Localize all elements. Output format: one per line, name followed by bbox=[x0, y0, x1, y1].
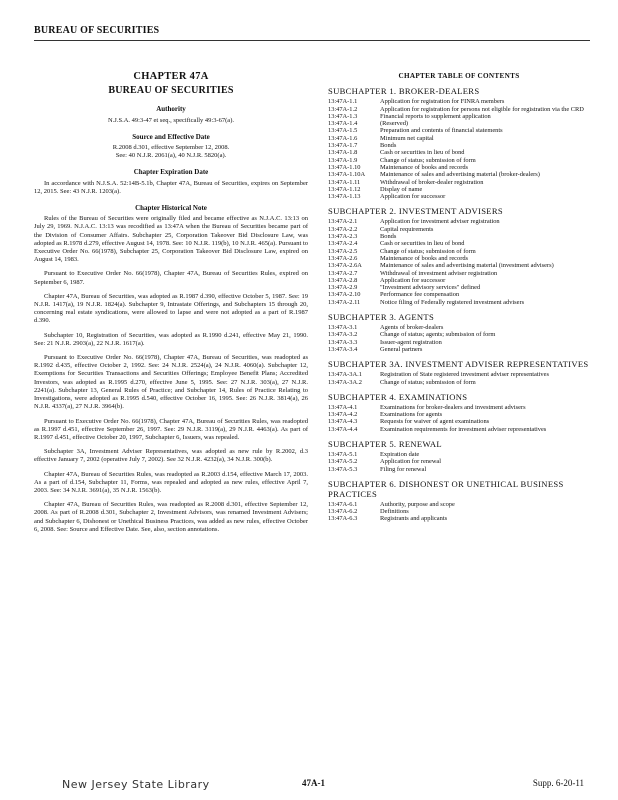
section-title: Application for renewal bbox=[380, 458, 442, 466]
toc-title: CHAPTER TABLE OF CONTENTS bbox=[398, 72, 520, 80]
subchapter-title: SUBCHAPTER 5. RENEWAL bbox=[328, 438, 442, 449]
toc-entry bbox=[328, 113, 590, 120]
toc-entry bbox=[328, 226, 590, 233]
section-title: Registration of State registered investment adviser representatives bbox=[380, 371, 549, 379]
section-title: Withdrawal of broker-dealer registration bbox=[380, 178, 484, 186]
toc-column bbox=[328, 73, 590, 529]
section-title: Minimum net capital bbox=[380, 134, 434, 142]
section-title: Authority, purpose and scope bbox=[380, 500, 455, 508]
section-title: Cash or securities in lieu of bond bbox=[380, 240, 465, 248]
history-paragraph: Subchapter 3A, Investment Adviser Representatives, was adopted as new rule by R.2002, d.3 effective January 7, 2002 (operative July 7, 2002). See 32 N.J.R. 4232(a), 34 N.J.R. 300(b). bbox=[34, 448, 308, 464]
section-number: 13:47A-1.9 bbox=[328, 156, 358, 164]
section-title: Maintenance of sales and advertising material (investment advisers) bbox=[380, 262, 554, 270]
toc-entry bbox=[328, 371, 590, 378]
toc-entry bbox=[328, 98, 590, 105]
toc-entry bbox=[328, 508, 590, 515]
section-number: 13:47A-1.10A bbox=[328, 171, 366, 179]
subchapter-block bbox=[328, 206, 590, 306]
subchapter-block bbox=[328, 439, 590, 473]
section-title: Application for investment adviser registration bbox=[380, 218, 500, 226]
section-title: Capital requirements bbox=[380, 225, 434, 233]
toc-entry bbox=[328, 120, 590, 127]
section-number: 13:47A-2.4 bbox=[328, 240, 358, 248]
toc-entry bbox=[328, 262, 590, 269]
history-paragraph: Subchapter 10, Registration of Securities, was adopted as R.1990 d.241, effective May 21, 1990. See: 21 N.J.R. 2903(a), 22 N.J.R. 1617(a). bbox=[34, 331, 308, 347]
section-number: 13:47A-1.13 bbox=[328, 193, 361, 201]
expiration-text: In accordance with N.J.S.A. 52:14B-5.1b, Chapter 47A, Bureau of Securities, expires on September 12, 2015. See: 43 N.J.R. 1203(a). bbox=[34, 179, 308, 195]
section-title: (Reserved) bbox=[380, 120, 409, 128]
authority-heading: Authority bbox=[156, 105, 186, 114]
section-title: Examinations for broker-dealers and investment advisers bbox=[380, 403, 526, 411]
section-number: 13:47A-1.2 bbox=[328, 105, 358, 113]
section-title: Bonds bbox=[380, 142, 397, 150]
toc-entry bbox=[328, 127, 590, 134]
section-number: 13:47A-4.1 bbox=[328, 403, 358, 411]
history-paragraph: Pursuant to Executive Order No. 66(1978), Chapter 47A, Bureau of Securities Rules, expired on September 6, 1987. bbox=[34, 270, 308, 286]
section-title: Expiration date bbox=[380, 450, 420, 458]
subchapter-title: SUBCHAPTER 6. DISHONEST OR UNETHICAL BUSINESS PRACTICES bbox=[328, 478, 564, 499]
authority-text: N.J.S.A. 49:3-47 et seq., specifically 49:3-67(a). bbox=[107, 116, 234, 124]
toc-entry bbox=[328, 404, 590, 411]
history-heading: Chapter Historical Note bbox=[135, 204, 207, 213]
toc-entry bbox=[328, 218, 590, 225]
subchapter-block bbox=[328, 479, 590, 523]
toc-entry bbox=[328, 466, 590, 473]
toc-entry bbox=[328, 248, 590, 255]
section-title: Application for successor bbox=[380, 276, 446, 284]
section-number: 13:47A-1.7 bbox=[328, 142, 358, 150]
subchapter-title: SUBCHAPTER 2. INVESTMENT ADVISERS bbox=[328, 206, 503, 217]
chapter-title: CHAPTER 47A bbox=[133, 71, 209, 82]
toc-entry bbox=[328, 240, 590, 247]
section-title: Examination requirements for investment adviser representatives bbox=[380, 425, 547, 433]
toc-entry bbox=[328, 426, 590, 433]
section-title: Requests for waiver of agent examinations bbox=[380, 418, 490, 426]
toc-entry bbox=[328, 418, 590, 425]
source-line: See: 40 N.J.R. 2061(a), 40 N.J.R. 5820(a). bbox=[115, 152, 227, 160]
section-title: Examinations for agents bbox=[380, 411, 443, 419]
toc-entry bbox=[328, 451, 590, 458]
section-number: 13:47A-2.2 bbox=[328, 225, 358, 233]
section-number: 13:47A-2.6 bbox=[328, 254, 358, 262]
toc-entry bbox=[328, 179, 590, 186]
section-title: Change of status; submission of form bbox=[380, 156, 476, 164]
section-number: 13:47A-6.1 bbox=[328, 500, 358, 508]
history-paragraph: Rules of the Bureau of Securities were originally filed and became effective as N.J.A.C. 13:13 on July 29, 1969. N.J.A.C. 13:13 was recodified as 13:47A when the Bureau of Securities became part of the Division of Consumer Affairs. Subchapter 25, Corporation Takeover Bid Disclosure Law, was adopted as R.1978 d.279, effective August 14, 1978. See: 10 N.J.R. 119(b), 10 N.J.R. 465(a). Pursuant to Executive Order No. 66(1978), Subchapter 25, Corporation Takeover Bid Disclosure Law, expired on August 14, 1983. bbox=[34, 215, 308, 264]
section-title: Preparation and contents of financial statements bbox=[380, 127, 503, 135]
toc-entry bbox=[328, 331, 590, 338]
history-notes bbox=[34, 215, 308, 534]
section-title: Display of name bbox=[380, 185, 423, 193]
section-number: 13:47A-2.5 bbox=[328, 247, 358, 255]
running-head: BUREAU OF SECURITIES bbox=[34, 25, 160, 36]
history-paragraph: Pursuant to Executive Order No. 66(1978), Chapter 47A, Bureau of Securities Rules, was readopted as R.1997 d.451, effective September 26, 1997. See: 29 N.J.R. 3119(a), 29 N.J.R. 4463(a). As part of R.1997 d.451, effective October 20, 1997, Subchapter 6, Issuers, was repealed. bbox=[34, 417, 308, 441]
toc-entry bbox=[328, 106, 590, 113]
section-number: 13:47A-5.2 bbox=[328, 458, 358, 466]
toc-entry bbox=[328, 233, 590, 240]
toc-entry bbox=[328, 270, 590, 277]
section-title: Application for registration for FINRA members bbox=[380, 98, 505, 106]
subchapter-block bbox=[328, 392, 590, 433]
toc-entry bbox=[328, 339, 590, 346]
section-title: Withdrawal of investment adviser registration bbox=[380, 269, 498, 277]
toc-entry bbox=[328, 149, 590, 156]
section-number: 13:47A-4.3 bbox=[328, 418, 358, 426]
toc-entry bbox=[328, 324, 590, 331]
section-number: 13:47A-1.4 bbox=[328, 120, 358, 128]
section-title: "Investment advisory services" defined bbox=[380, 284, 481, 292]
section-title: Cash or securities in lieu of bond bbox=[380, 149, 465, 157]
toc-entry bbox=[328, 164, 590, 171]
subchapter-block bbox=[328, 359, 590, 386]
section-title: Filing for renewal bbox=[380, 465, 427, 473]
toc-entry bbox=[328, 458, 590, 465]
section-title: Notice filing of Federally registered investment advisers bbox=[380, 298, 525, 306]
section-number: 13:47A-2.1 bbox=[328, 218, 358, 226]
subchapter-block bbox=[328, 86, 590, 200]
toc-entry bbox=[328, 171, 590, 178]
section-title: Change of status; agents; submission of form bbox=[380, 331, 496, 339]
library-watermark: New Jersey State Library bbox=[62, 778, 210, 791]
toc-entry bbox=[328, 299, 590, 306]
supplement-date: Supp. 6-20-11 bbox=[532, 778, 584, 788]
section-number: 13:47A-3.3 bbox=[328, 338, 358, 346]
section-number: 13:47A-3.2 bbox=[328, 331, 358, 339]
section-title: General partners bbox=[380, 345, 423, 353]
toc-entry bbox=[328, 411, 590, 418]
subchapter-title: SUBCHAPTER 1. BROKER-DEALERS bbox=[328, 86, 480, 97]
section-title: Financial reports to supplement application bbox=[380, 112, 491, 120]
section-number: 13:47A-3A.2 bbox=[328, 378, 362, 386]
section-number: 13:47A-4.4 bbox=[328, 425, 358, 433]
source-line: R.2008 d.301, effective September 12, 2008. bbox=[112, 144, 230, 152]
subchapter-block bbox=[328, 312, 590, 353]
section-number: 13:47A-2.3 bbox=[328, 233, 358, 241]
toc-entry bbox=[328, 142, 590, 149]
section-number: 13:47A-2.7 bbox=[328, 269, 358, 277]
section-title: Maintenance of books and records bbox=[380, 163, 469, 171]
history-paragraph: Chapter 47A, Bureau of Securities Rules, was readopted as R.2003 d.154, effective March 17, 2003. As a part of d.154, Subchapter 11, Forms, was repealed and adopted as new rules, effective April 7, 2003. See: 34 N.J.R. 3691(a), 35 N.J.R. 1563(b). bbox=[34, 470, 308, 494]
section-title: Maintenance of books and records bbox=[380, 254, 469, 262]
section-number: 13:47A-2.9 bbox=[328, 284, 358, 292]
section-number: 13:47A-3A.1 bbox=[328, 371, 362, 379]
section-number: 13:47A-1.5 bbox=[328, 127, 358, 135]
bureau-title: BUREAU OF SECURITIES bbox=[108, 85, 234, 97]
history-paragraph: Chapter 47A, Bureau of Securities Rules, was readopted as R.2008 d.301, effective September 12, 2008. As part of R.2008 d.301, Subchapter 2, Investment Advisors, was renamed Investment Advisers; and Subchapter 6, Dishonest or Unethical Business Practices, was added as new rules, effective October 6, 2008. See: Source and Effective Date. See, also, section annotations. bbox=[34, 501, 308, 533]
section-title: Performance fee compensation bbox=[380, 291, 460, 299]
section-title: Registrants and applicants bbox=[380, 515, 448, 523]
section-number: 13:47A-5.3 bbox=[328, 465, 358, 473]
section-title: Bonds bbox=[380, 233, 397, 241]
section-number: 13:47A-6.3 bbox=[328, 515, 358, 523]
section-number: 13:47A-1.10 bbox=[328, 163, 361, 171]
section-number: 13:47A-2.10 bbox=[328, 291, 361, 299]
section-title: Definitions bbox=[380, 508, 409, 516]
section-number: 13:47A-6.2 bbox=[328, 508, 358, 516]
section-number: 13:47A-3.4 bbox=[328, 345, 358, 353]
page-number: 47A-1 bbox=[302, 778, 325, 788]
section-number: 13:47A-1.12 bbox=[328, 185, 361, 193]
toc-entry bbox=[328, 284, 590, 291]
section-number: 13:47A-2.11 bbox=[328, 298, 361, 306]
section-title: Issuer-agent registration bbox=[380, 338, 442, 346]
section-number: 13:47A-2.8 bbox=[328, 276, 358, 284]
toc-entry bbox=[328, 255, 590, 262]
toc-entry bbox=[328, 277, 590, 284]
toc-entry bbox=[328, 135, 590, 142]
section-title: Agents of broker-dealers bbox=[380, 324, 444, 332]
section-number: 13:47A-2.6A bbox=[328, 262, 362, 270]
section-number: 13:47A-1.3 bbox=[328, 112, 358, 120]
toc-entry bbox=[328, 186, 590, 193]
section-title: Maintenance of sales and advertising material (broker-dealers) bbox=[380, 171, 540, 179]
toc-entry bbox=[328, 193, 590, 200]
subchapter-title: SUBCHAPTER 4. EXAMINATIONS bbox=[328, 391, 468, 402]
section-number: 13:47A-5.1 bbox=[328, 450, 358, 458]
toc-entry bbox=[328, 346, 590, 353]
toc-list bbox=[328, 86, 590, 522]
toc-entry bbox=[328, 379, 590, 386]
section-number: 13:47A-1.8 bbox=[328, 149, 358, 157]
history-paragraph: Chapter 47A, Bureau of Securities, was adopted as R.1987 d.390, effective October 5, 1987. See: 19 N.J.R. 1417(a), 19 N.J.R. 1824(a). Subchapter 9, Intrastate Offerings, and Subchapters 15 through 20, concerning real estate syndications, were allowed to lapse and were not adopted as a part of R.1987 d.390. bbox=[34, 292, 308, 325]
section-number: 13:47A-4.2 bbox=[328, 411, 358, 419]
toc-entry bbox=[328, 515, 590, 522]
toc-entry bbox=[328, 157, 590, 164]
section-title: Application for registration for persons not eligible for registration via the CRD bbox=[380, 105, 584, 113]
subchapter-title: SUBCHAPTER 3A. INVESTMENT ADVISER REPRESENTATIVES bbox=[328, 359, 589, 370]
section-number: 13:47A-1.11 bbox=[328, 178, 361, 186]
header-rule bbox=[34, 40, 590, 41]
section-number: 13:47A-3.1 bbox=[328, 324, 358, 332]
left-column bbox=[34, 73, 308, 540]
section-number: 13:47A-1.1 bbox=[328, 98, 358, 106]
section-title: Application for successor bbox=[380, 193, 446, 201]
section-title: Change of status; submission of form bbox=[380, 378, 476, 386]
history-paragraph: Pursuant to Executive Order No. 66(1978), Chapter 47A, Bureau of Securities, was readopted as R.1992 d.435, effective October 2, 1992. See: 24 N.J.R. 2524(a), 24 N.J.R. 4060(a). Subchapter 12, Exemptions for Securities Transactions and Securities Offerings; Employee Benefit Plans; Accredited Investors, was adopted as R.1995 d.270, effective June 5, 1995. See: 27 N.J.R. 303(a), 27 N.J.R. 2241(a). Subchapter 13, General Rules of Practice; and Subchapter 14, Rules of Practice Relating to Investigations, were adopted as R.1995 d.540, effective October 16, 1995. See: 26 N.J.R. 3814(a), 26 N.J.R. 4337(a), 27 N.J.R. 3964(b). bbox=[34, 354, 308, 411]
source-heading: Source and Effective Date bbox=[132, 132, 210, 141]
toc-entry bbox=[328, 291, 590, 298]
subchapter-title: SUBCHAPTER 3. AGENTS bbox=[328, 312, 435, 323]
section-number: 13:47A-1.6 bbox=[328, 134, 358, 142]
expiration-heading: Chapter Expiration Date bbox=[133, 168, 209, 177]
section-title: Change of status; submission of form bbox=[380, 247, 476, 255]
toc-entry bbox=[328, 501, 590, 508]
